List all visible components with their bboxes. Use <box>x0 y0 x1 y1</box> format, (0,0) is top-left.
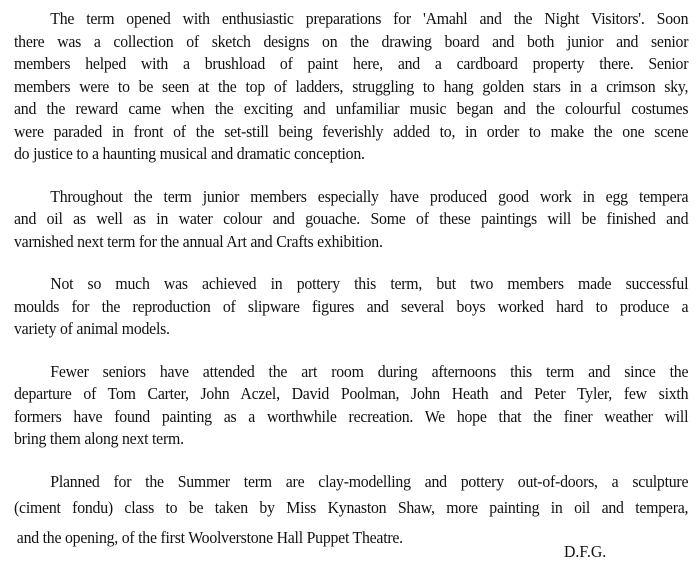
text-line: Fewer seniors have attended the art room during afternoons this term and since the <box>50 361 689 381</box>
text-line: members were to be seen at the top of ladders, struggling to hang golden stars in a crimson sky, <box>14 76 689 96</box>
text-line: bring them along next term. <box>14 429 184 448</box>
paragraph-amahl <box>14 8 688 166</box>
paragraph-pottery <box>14 273 688 341</box>
signature: D.F.G. <box>564 542 607 561</box>
text-line: The term opened with enthusiastic preparations for 'Amahl and the Night Visitors'. Soon <box>50 9 689 28</box>
text-line: Not so much was achieved in pottery this term, but two members made successful <box>50 274 689 293</box>
text-line: moulds for the reproduction of slipware figures and several boys worked hard to produce a <box>14 296 689 316</box>
paragraph-gap <box>14 341 688 361</box>
text-line: Throughout the term junior members especially have produced good work in egg tempera <box>50 186 689 206</box>
document-page <box>14 8 688 553</box>
paragraph-summer-plans <box>14 471 688 554</box>
text-line: were paraded in front of the set-still being feverishly added to, in order to make the one scene <box>14 121 689 141</box>
paragraph-junior-work <box>14 186 688 254</box>
text-line: formers have found painting as a worthwhile recreation. We hope that the finer weather will <box>14 406 689 426</box>
text-line: Planned for the Summer term are clay-modelling and pottery out-of-doors, a sculpture <box>50 471 689 491</box>
paragraph-gap <box>14 253 688 273</box>
paragraph-seniors <box>14 361 688 451</box>
paragraph-gap <box>14 451 688 471</box>
text-line: varnished next term for the annual Art and Crafts exhibition. <box>14 231 383 251</box>
text-line: and the opening, of the first Woolverstone Hall Puppet Theatre. <box>16 528 403 547</box>
text-line: variety of animal models. <box>14 319 170 338</box>
text-line: (ciment fondu) class to be taken by Miss Kynaston Shaw, more painting in oil and tempera, <box>14 498 689 517</box>
text-line: and the reward came when the exciting and unfamiliar music began and the colourful costumes <box>14 99 689 118</box>
text-line: and oil as well as in water colour and gouache. Some of these paintings will be finished and <box>14 209 689 228</box>
text-line: do justice to a haunting musical and dramatic conception. <box>14 144 365 163</box>
text-line: members helped with a brushload of paint here, and a cardboard property there. Senior <box>14 54 689 73</box>
text-line: there was a collection of sketch designs on the drawing board and both junior and senior <box>14 31 689 51</box>
text-line: departure of Tom Carter, John Aczel, David Poolman, John Heath and Peter Tyler, few sixth <box>14 384 689 403</box>
paragraph-gap <box>14 166 688 186</box>
